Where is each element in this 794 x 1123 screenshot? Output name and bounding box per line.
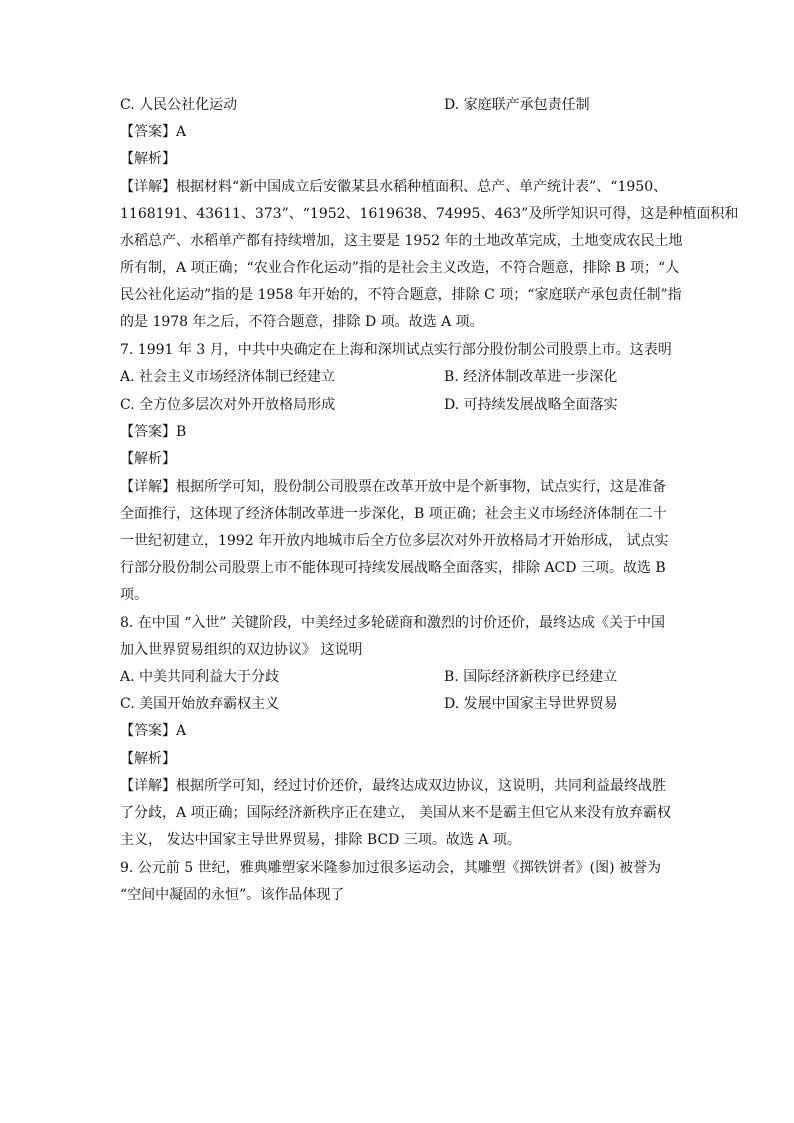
q7-stem: 7. 1991 年 3 月，中共中央确定在上海和深圳试点实行部分股份制公司股票上市。这表明: [120, 342, 672, 358]
q7-detail-line: 【详解】根据所学可知，股份制公司股票在改革开放中是个新事物，试点实行，这是准备: [120, 479, 666, 495]
q6-detail-line: 【详解】根据材料“新中国成立后安徽某县水稻种植面积、总产、单产统计表”、“1950、: [120, 179, 668, 195]
q7-analysis-label: 【解析】: [120, 451, 176, 467]
q8-detail-line: 【详解】根据所学可知，经过讨价还价，最终达成双边协议，这说明，共同利益最终战胜: [120, 778, 666, 794]
q8-option-c: C. 美国开始放弃霸权主义: [120, 696, 280, 712]
q8-stem-line: 加入世界贸易组织的双边协议》 这说明: [120, 642, 363, 658]
q6-detail-line: 所有制，A 项正确；“农业合作化运动”指的是社会主义改造，不符合题意，排除 B 项；“人: [120, 260, 680, 276]
q6-option-d: D. 家庭联产承包责任制: [444, 97, 590, 113]
q7-detail-line: 一世纪初建立，1992 年开放内地城市后全方位多层次对外开放格局才开始形成， 试点实: [120, 533, 669, 549]
q8-answer: 【答案】A: [120, 723, 187, 739]
q7-detail-line: 行部分股份制公司股票上市不能体现可持续发展战略全面落实，排除 ACD 三项。故选 B: [120, 560, 666, 576]
q6-detail-line: 民公社化运动”指的是 1958 年开始的，不符合题意，排除 C 项；“家庭联产承包责任制”指: [120, 287, 682, 303]
q8-option-d: D. 发展中国家主导世界贸易: [444, 696, 618, 712]
q6-detail-line: 的是 1978 年之后，不符合题意，排除 D 项。故选 A 项。: [120, 314, 484, 330]
q6-detail-line: 1168191、43611、373”、“1952、1619638、74995、463”及所学知识可得，这是种植面积和: [120, 206, 739, 222]
q8-stem-line: 8. 在中国 “入世” 关键阶段，中美经过多轮磋商和激烈的讨价还价，最终达成《关于中国: [120, 615, 666, 631]
q8-option-b: B. 国际经济新秩序已经建立: [444, 669, 618, 685]
q7-detail-line: 项。: [120, 587, 148, 603]
q7-detail-line: 全面推行，这体现了经济体制改革进一步深化，B 项正确；社会主义市场经济体制在二十: [120, 506, 667, 522]
q8-option-a: A. 中美共同利益大于分歧: [120, 669, 280, 685]
q6-option-c: C. 人民公社化运动: [120, 97, 238, 113]
q9-stem-line: “空间中凝固的永恒”。该作品体现了: [120, 887, 345, 903]
q7-answer: 【答案】B: [120, 424, 187, 440]
q9-stem-line: 9. 公元前 5 世纪，雅典雕塑家米隆参加过很多运动会，其雕塑《掷铁饼者》(图) 被誉为: [120, 860, 661, 876]
q7-option-a: A. 社会主义市场经济体制已经建立: [120, 369, 336, 385]
q6-analysis-label: 【解析】: [120, 151, 176, 167]
q8-detail-line: 了分歧，A 项正确；国际经济新秩序正在建立， 美国从来不是霸主但它从来没有放弃霸权: [120, 805, 672, 821]
q7-option-b: B. 经济体制改革进一步深化: [444, 369, 618, 385]
q7-option-d: D. 可持续发展战略全面落实: [444, 397, 618, 413]
q6-detail-line: 水稻总产、水稻单产都有持续增加，这主要是 1952 年的土地改革完成，土地变成农民土地: [120, 233, 683, 249]
q7-option-c: C. 全方位多层次对外开放格局形成: [120, 397, 336, 413]
q8-analysis-label: 【解析】: [120, 751, 176, 767]
q6-answer: 【答案】A: [120, 124, 187, 140]
q8-detail-line: 主义， 发达中国家主导世界贸易，排除 BCD 三项。故选 A 项。: [120, 832, 521, 848]
